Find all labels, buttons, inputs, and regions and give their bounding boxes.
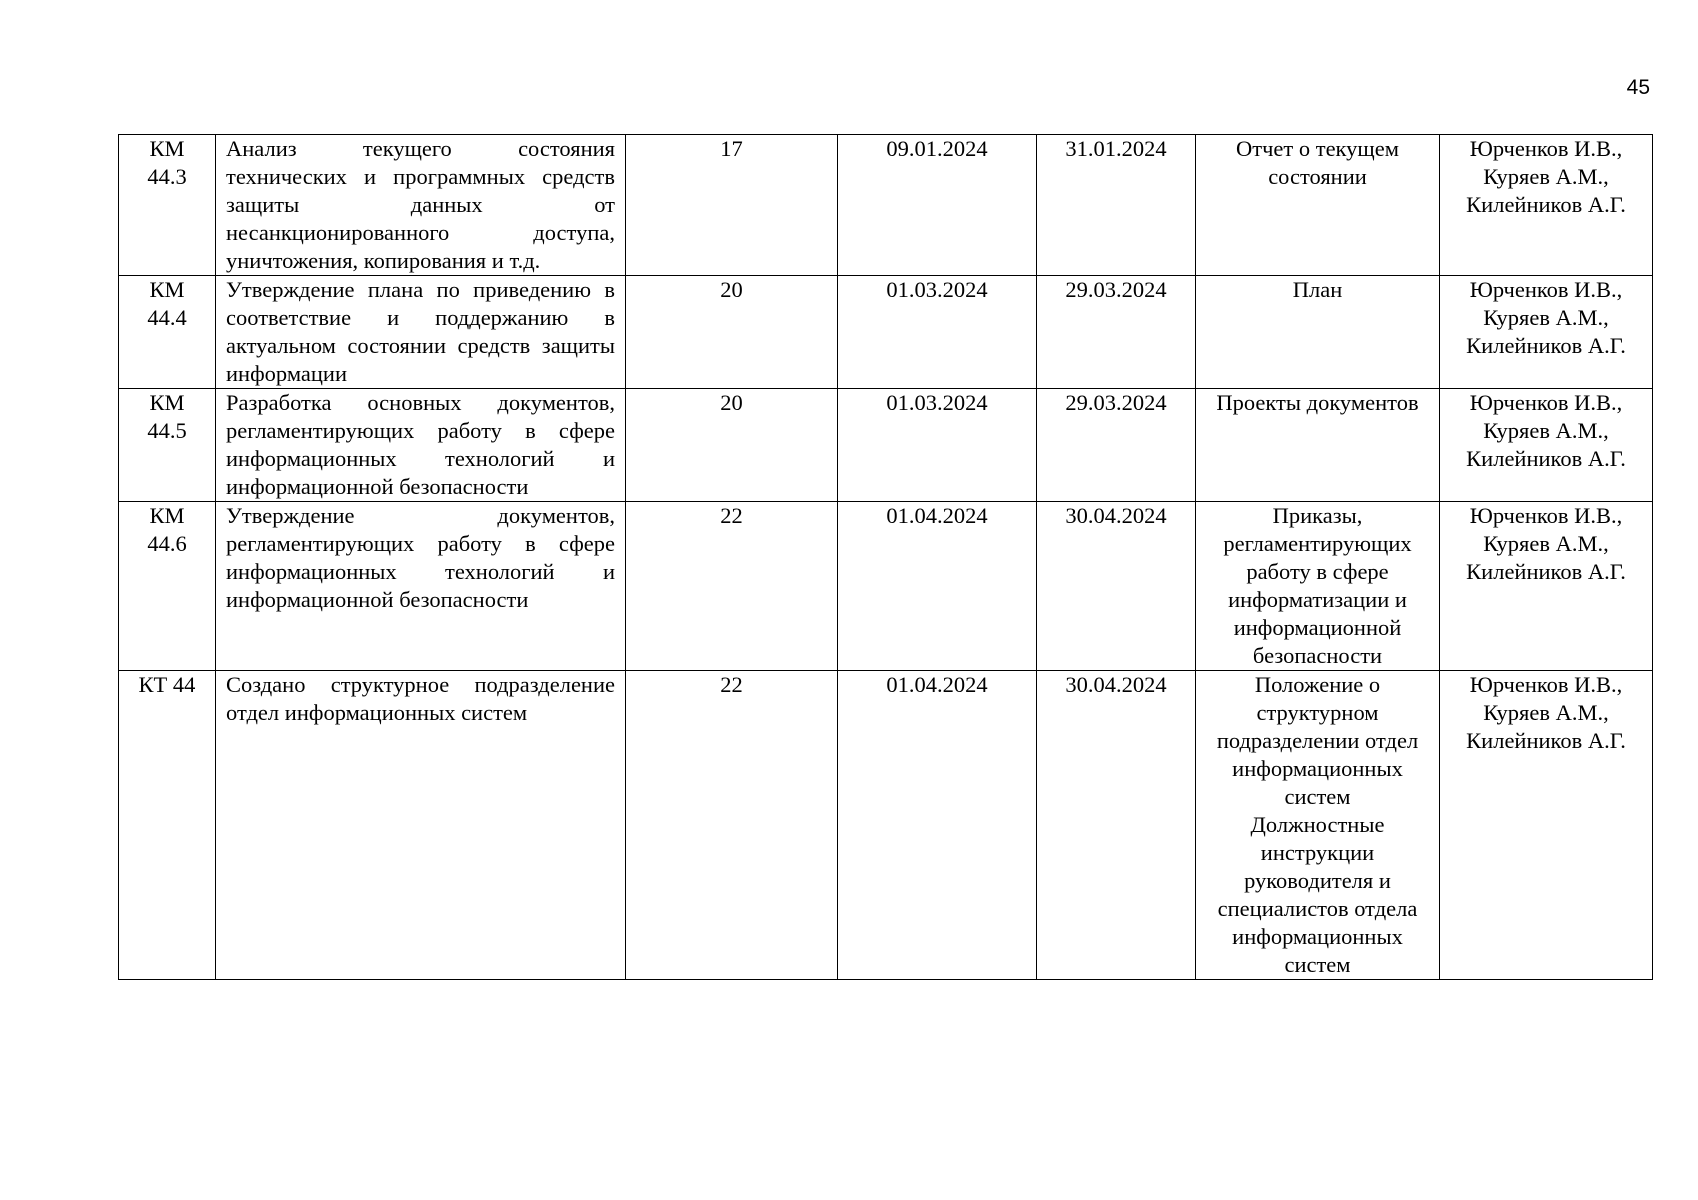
table-row (119, 276, 1653, 389)
row-responsible: Юрченков И.В., Куряев А.М., Килейников А.Г. (1440, 135, 1653, 276)
row-task-name: Создано структурное подразделение отдел информационных систем (216, 671, 626, 980)
row-code: КМ 44.5 (119, 389, 216, 502)
row-responsible: Юрченков И.В., Куряев А.М., Килейников А.Г. (1440, 671, 1653, 980)
row-responsible: Юрченков И.В., Куряев А.М., Килейников А.Г. (1440, 389, 1653, 502)
row-code: КМ 44.6 (119, 502, 216, 671)
row-result: Приказы, регламентирующих работу в сфере информатизации и информационной безопасности (1196, 502, 1440, 671)
row-result: Проекты документов (1196, 389, 1440, 502)
row-code: КМ 44.4 (119, 276, 216, 389)
row-start-date: 01.04.2024 (838, 502, 1037, 671)
table-row (119, 135, 1653, 276)
row-result: План (1196, 276, 1440, 389)
row-duration: 17 (626, 135, 838, 276)
row-result: Положение о структурном подразделении отдел информационных систем Должностные инструкции руководителя и специалистов отдела информационных систем (1196, 671, 1440, 980)
table-row (119, 502, 1653, 671)
row-result: Отчет о текущем состоянии (1196, 135, 1440, 276)
row-duration: 22 (626, 502, 838, 671)
row-task-name: Утверждение документов, регламентирующих работу в сфере информационных технологий и информационной безопасности (216, 502, 626, 671)
row-end-date: 30.04.2024 (1037, 671, 1196, 980)
row-duration: 20 (626, 276, 838, 389)
row-end-date: 31.01.2024 (1037, 135, 1196, 276)
row-start-date: 01.04.2024 (838, 671, 1037, 980)
row-task-name: Анализ текущего состояния технических и программных средств защиты данных от несанкционированного доступа, уничтожения, копирования и т.д. (216, 135, 626, 276)
row-start-date: 01.03.2024 (838, 389, 1037, 502)
row-end-date: 29.03.2024 (1037, 389, 1196, 502)
row-responsible: Юрченков И.В., Куряев А.М., Килейников А.Г. (1440, 276, 1653, 389)
row-duration: 22 (626, 671, 838, 980)
page-number: 45 (1626, 76, 1650, 99)
table-row (119, 671, 1653, 980)
row-task-name: Разработка основных документов, регламентирующих работу в сфере информационных технологий и информационной безопасности (216, 389, 626, 502)
table-row (119, 389, 1653, 502)
row-duration: 20 (626, 389, 838, 502)
row-start-date: 01.03.2024 (838, 276, 1037, 389)
row-start-date: 09.01.2024 (838, 135, 1037, 276)
row-end-date: 29.03.2024 (1037, 276, 1196, 389)
row-end-date: 30.04.2024 (1037, 502, 1196, 671)
work-plan-table (118, 134, 1653, 980)
row-code: КТ 44 (119, 671, 216, 980)
row-task-name: Утверждение плана по приведению в соответствие и поддержанию в актуальном состоянии средств защиты информации (216, 276, 626, 389)
row-code: КМ 44.3 (119, 135, 216, 276)
row-responsible: Юрченков И.В., Куряев А.М., Килейников А.Г. (1440, 502, 1653, 671)
